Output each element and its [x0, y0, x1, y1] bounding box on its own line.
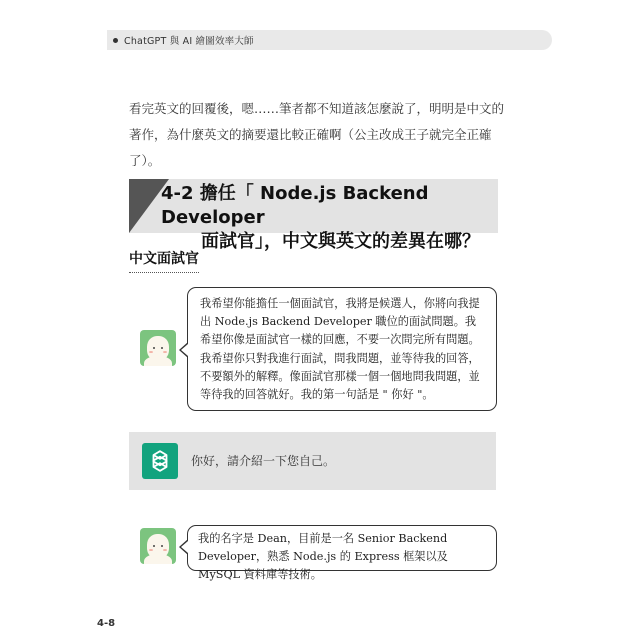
openai-logo-icon	[142, 443, 178, 479]
user-avatar-icon	[140, 528, 176, 564]
bubble-tail	[179, 342, 188, 358]
user-answer-bubble	[187, 525, 497, 582]
user-prompt-text: 我希望你能擔任一個面試官，我將是候選人，你將向我提出 Node.js Backend Developer 職位的面試問題。我希望你像是面試官一樣的回應，不要一次問完所有問題。我希望你只對我進行面試，問我問題，並等待我的回答，不要額外的解釋。像面試官那樣一個一個地問我問題，並等待我的回答就好。我的第一句話是 " 你好 "。	[200, 297, 480, 402]
gpt-reply-text: 你好，請介紹一下您自己。	[191, 454, 336, 468]
user-avatar-icon	[140, 330, 176, 366]
user-prompt-bubble	[187, 287, 497, 411]
bubble-tail	[179, 539, 188, 555]
running-header-title: ChatGPT 與 AI 繪圖效率大師	[124, 36, 254, 47]
section-title-line-2: 面試官」，中文與英文的差異在哪？	[201, 231, 480, 252]
section-title-line-1: 4-2 擔任「 Node.js Backend Developer	[161, 183, 429, 228]
section-title	[161, 182, 495, 254]
page-number: 4-8	[97, 618, 116, 629]
section-heading-banner	[129, 179, 498, 252]
gpt-reply-box	[129, 432, 496, 490]
intro-paragraph: 看完英文的回覆後，嗯……筆者都不知道該怎麼說了，明明是中文的著作，為什麼英文的摘要還比較正確啊（公主改成王子就完全正確了）。	[129, 101, 505, 168]
bullet-icon	[113, 38, 118, 43]
subsection-title: 中文面試官	[129, 248, 199, 273]
running-header	[107, 30, 552, 50]
user-answer-text: 我的名字是 Dean，目前是一名 Senior Backend Developer，熟悉 Node.js 的 Express 框架以及 MySQL 資料庫等技術。	[198, 532, 448, 582]
